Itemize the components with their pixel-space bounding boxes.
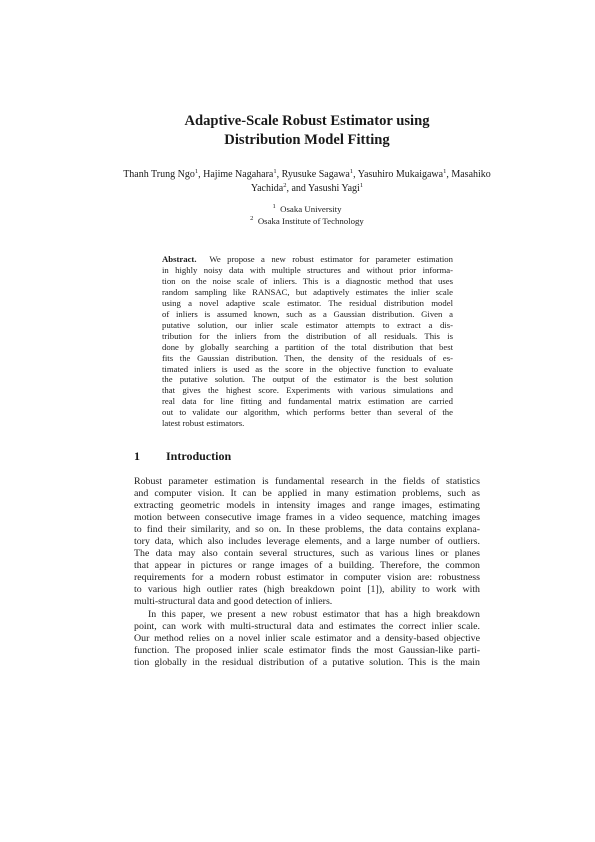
abstract-line-text: putative solution, our inlier scale estimator attempts to extract a dis- — [162, 319, 453, 330]
affiliation-mark: 1 — [272, 203, 276, 210]
abstract-line-text: using a novel adaptive scale estimator. The residual distribution model — [162, 297, 453, 308]
affiliation-name: Osaka Institute of Technology — [257, 216, 364, 226]
body-line: tory data, which also includes leverage elements, and a large number of outliers. — [134, 536, 480, 548]
body-line: extracting geometric models in intensity images and range images, estimating — [134, 500, 480, 512]
body-line: to find their similarity, and so on. In these problems, the data contains explana- — [134, 524, 480, 536]
abstract-line — [162, 342, 453, 353]
body-line: requirements for a modern robust estimator in computer vision are: robustness — [134, 572, 480, 584]
abstract-line — [162, 407, 453, 418]
author-name: Ryusuke Sagawa — [281, 169, 350, 180]
body-line: Our method relies on a novel inlier scale estimator and a density-based objective — [134, 632, 480, 644]
author-affiliation-mark: 1 — [443, 168, 447, 175]
author-name: Masahiko Yachida — [250, 169, 491, 194]
section-number: 1 — [134, 449, 140, 463]
author-separator: , — [276, 169, 282, 180]
abstract-line — [162, 298, 453, 309]
abstract-line-text: latest robust estimators. — [162, 418, 245, 429]
author-separator: , and — [286, 183, 309, 194]
author-affiliation-mark: 2 — [283, 182, 287, 189]
abstract-line-text: that gives the highest score. Experiments with various simulations and — [162, 385, 453, 396]
body-line: tion globally in the residual distribution of a putative solution. This is the main — [134, 656, 480, 668]
author-name: Yasushi Yagi — [308, 183, 360, 194]
abstract-line-text: in highly noisy data with multiple structures and without prior informa- — [162, 264, 453, 275]
abstract-line — [162, 309, 453, 320]
body-line: function. The proposed inlier scale estimator finds the most Gaussian-like parti- — [134, 644, 480, 656]
abstract-label: Abstract. — [162, 254, 197, 264]
abstract-line-text: real data for line fitting and fundamental matrix estimation are carried — [162, 396, 453, 407]
body-line: multi-structural data and good detection of inliers. — [134, 596, 333, 608]
abstract-line — [162, 418, 453, 429]
abstract-line — [162, 276, 453, 287]
abstract-line-text: timated inliers is used as the score in the objective function to evaluate — [162, 363, 453, 374]
author-affiliation-mark: 1 — [194, 168, 199, 175]
abstract-line-text: out to validate our algorithm, which performs better than several of the — [162, 407, 453, 418]
body-line: that appear in pictures or range images of a building. Therefore, the common — [134, 560, 480, 572]
body-line: and computer vision. It can be applied in many estimation problems, such as — [134, 488, 480, 500]
section-heading-introduction — [134, 448, 231, 464]
abstract-line-text: tion on the noise scale of inliers. This is a diagnostic method that uses — [162, 275, 453, 286]
abstract-label-gap — [197, 254, 210, 264]
affiliation-mark: 2 — [250, 215, 254, 222]
abstract-line — [162, 364, 453, 375]
abstract-line — [162, 287, 453, 298]
abstract-line — [162, 385, 453, 396]
body-line: The data may also contain several structures, such as various lines or planes — [134, 548, 480, 560]
title-line-1: Adaptive-Scale Robust Estimator using — [184, 113, 430, 129]
author-affiliation-mark: 1 — [359, 182, 364, 189]
abstract-line-text: tribution for the inliers from the distribution of all residuals. This is — [162, 330, 453, 341]
author-separator: , — [446, 169, 452, 180]
affiliation — [200, 203, 414, 215]
abstract-line — [162, 396, 453, 407]
author-separator: , — [353, 169, 358, 180]
abstract-line — [162, 254, 453, 265]
abstract-line — [162, 331, 453, 342]
body-line: to various high outlier rates (high breakdown point [1]), ability to work with — [134, 584, 480, 596]
abstract-line-text: the putative solution. The output of the estimator is the best solution — [162, 374, 453, 385]
abstract-line-text: fits the Gaussian distribution. Then, the density of the residuals of es- — [162, 352, 453, 363]
body-line: motion between consecutive image frames in a video sequence, matching images — [134, 512, 480, 524]
author-name: Hajime Nagahara — [203, 169, 274, 180]
abstract-line — [162, 353, 453, 364]
title-line-2: Distribution Model Fitting — [224, 132, 390, 148]
paper-title — [100, 112, 514, 150]
abstract-line — [162, 374, 453, 385]
body-line: Robust parameter estimation is fundamental research in the fields of statistics — [134, 476, 480, 487]
abstract-line — [162, 320, 453, 331]
abstract-line — [162, 265, 453, 276]
affiliation-list — [200, 203, 414, 227]
affiliation — [200, 215, 414, 227]
author-name: Yasuhiro Mukaigawa — [357, 169, 444, 180]
abstract-line-text: random sampling like RANSAC, but adaptively estimates the inlier scale — [162, 286, 453, 297]
abstract-line-text: We propose a new robust estimator for parameter estimation — [209, 254, 453, 264]
body-line: In this paper, we present a new robust estimator that has a high breakdown — [148, 608, 480, 620]
abstract-line-text: done by globally searching a partition of the total distribution that best — [162, 341, 453, 352]
introduction-body — [134, 476, 480, 669]
author-name: Thanh Trung Ngo — [123, 169, 195, 180]
abstract — [162, 254, 453, 429]
author-affiliation-mark: 1 — [273, 168, 277, 175]
author-list — [120, 168, 494, 196]
section-title: Introduction — [166, 449, 232, 463]
author-affiliation-mark: 1 — [349, 168, 354, 175]
affiliation-name: Osaka University — [280, 204, 342, 214]
body-line: point, can work with multi-structural data and estimates the correct inlier scale. — [134, 620, 480, 632]
abstract-line-text: of inliers is assumed known, such as a Gaussian distribution. Given a — [162, 308, 453, 319]
author-separator: , — [198, 169, 204, 180]
